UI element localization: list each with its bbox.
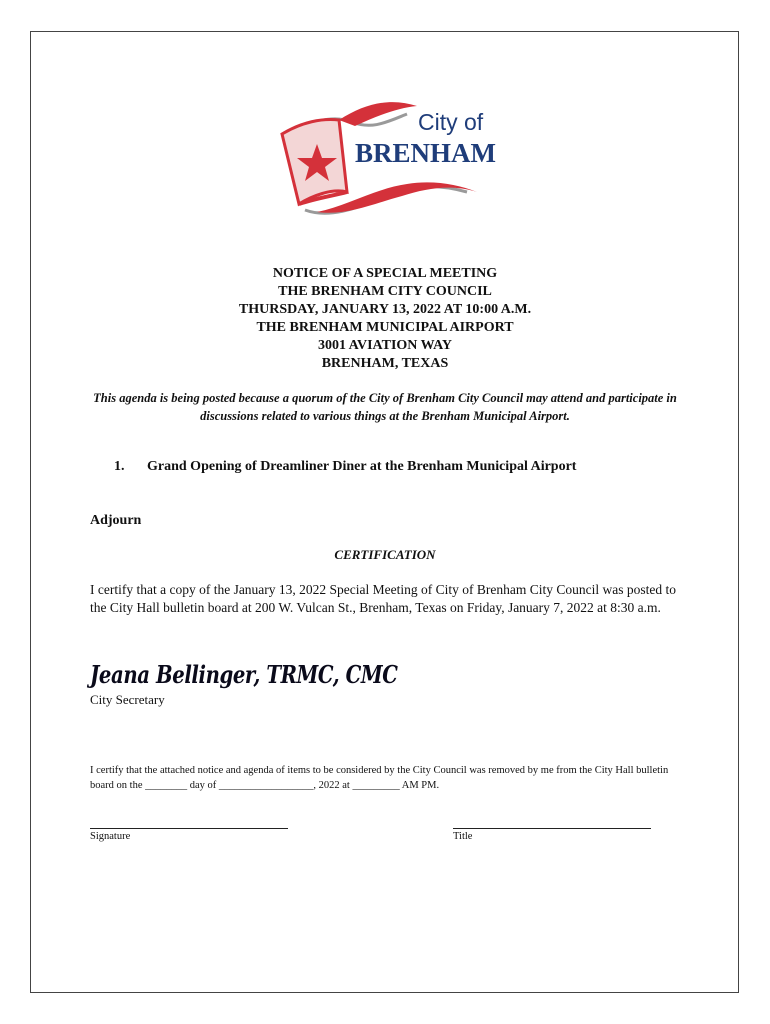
header-line: NOTICE OF A SPECIAL MEETING	[272, 266, 498, 281]
agenda-item	[114, 459, 576, 475]
signature-line	[90, 828, 288, 829]
agenda-item-number: 1.	[114, 459, 125, 474]
agenda-notice: This agenda is being posted because a quorum of the City of Brenham City Council may attend and participate in discussions related to various things at the Brenham Municipal Airport.	[93, 391, 677, 423]
header-line: 3001 AVIATION WAY	[317, 338, 453, 353]
meeting-header	[0, 265, 770, 373]
logo-brenham: BRENHAM	[355, 138, 496, 168]
removal-certification: I certify that the attached notice and agenda of items to be considered by the City Council was removed by me from the City Hall bulletin board on the ________ day of __________________, 2022 at _________ AM PM.	[90, 765, 669, 791]
logo-city-of: City of	[418, 109, 484, 135]
certification-body: I certify that a copy of the January 13, 2022 Special Meeting of City of Brenham City Council was posted to the City Hall bulletin board at 200 W. Vulcan St., Brenham, Texas on Friday, January 7, 2022 at 8:30 a.m.	[90, 582, 676, 615]
title-label: Title	[453, 831, 473, 842]
header-line: THURSDAY, JANUARY 13, 2022 AT 10:00 A.M.	[238, 302, 532, 317]
header-line: THE BRENHAM CITY COUNCIL	[278, 284, 492, 299]
header-line: BRENHAM, TEXAS	[321, 356, 449, 371]
certification-heading: CERTIFICATION	[334, 547, 436, 562]
header-line: THE BRENHAM MUNICIPAL AIRPORT	[256, 320, 514, 335]
signature-label: Signature	[90, 831, 131, 842]
city-logo	[277, 92, 497, 222]
adjourn-label: Adjourn	[90, 513, 142, 528]
title-line	[453, 828, 651, 829]
secretary-title: City Secretary	[90, 692, 165, 707]
secretary-signature: Jeana Bellinger, TRMC, CMC	[90, 660, 398, 689]
agenda-item-text: Grand Opening of Dreamliner Diner at the Brenham Municipal Airport	[147, 459, 577, 474]
